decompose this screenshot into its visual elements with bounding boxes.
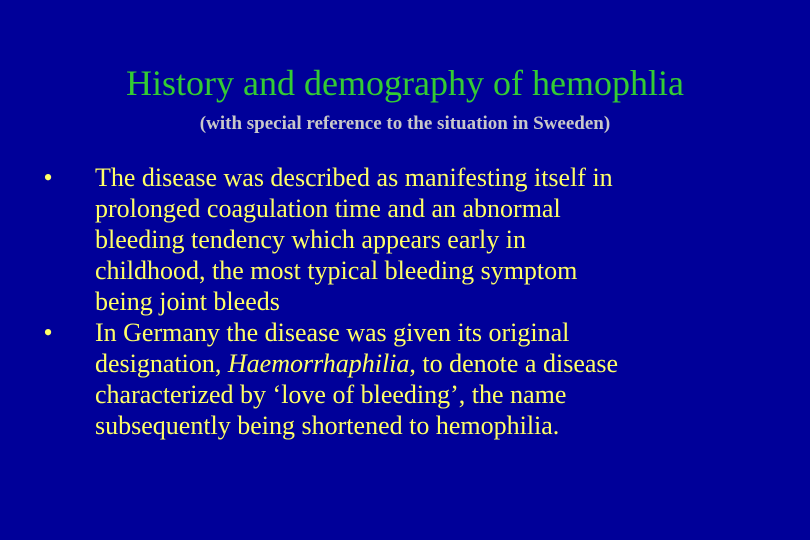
bullet-icon: • bbox=[43, 163, 53, 192]
emphasized-term: Haemorrhaphilia bbox=[227, 349, 410, 378]
bullet-line: characterized by ‘love of bleeding’, the name bbox=[95, 380, 567, 409]
bullet-line: The disease was described as manifesting itself in bbox=[95, 163, 613, 192]
bullet-line: prolonged coagulation time and an abnormal bbox=[95, 194, 561, 223]
slide-subtitle: (with special reference to the situation in Sweeden) bbox=[199, 113, 611, 134]
bullet-line-with-emphasis bbox=[95, 348, 796, 379]
bullet-item-disease-description bbox=[36, 162, 796, 317]
bullet-line: childhood, the most typical bleeding symptom bbox=[95, 256, 578, 285]
bullet-line: being joint bleeds bbox=[95, 287, 280, 316]
bullet-icon: • bbox=[43, 318, 53, 347]
bullet-list bbox=[36, 162, 796, 441]
bullet-item-german-designation bbox=[36, 317, 796, 441]
bullet-text-before-term: designation, bbox=[95, 349, 228, 378]
slide-title: History and demography of hemophlia bbox=[126, 63, 684, 103]
bullet-line: In Germany the disease was given its original bbox=[95, 318, 570, 347]
bullet-line: bleeding tendency which appears early in bbox=[95, 225, 526, 254]
bullet-text-after-term: , to denote a disease bbox=[409, 349, 619, 378]
bullet-line: subsequently being shortened to hemophilia. bbox=[95, 411, 560, 440]
